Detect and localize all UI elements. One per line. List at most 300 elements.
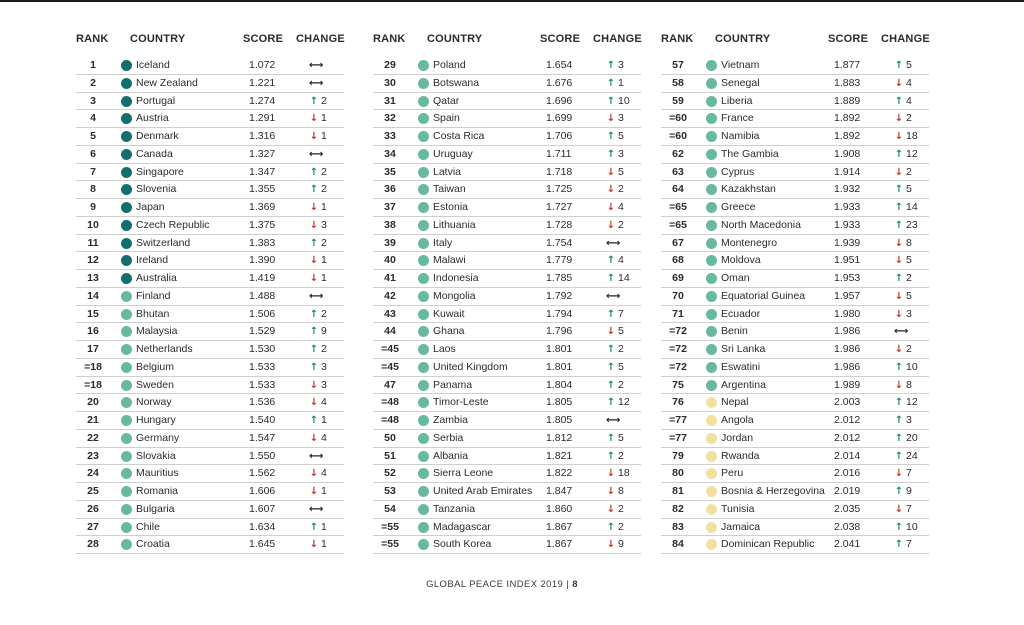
table-row bbox=[373, 448, 641, 466]
change-value: 2 bbox=[321, 343, 327, 355]
country-name: Panama bbox=[433, 378, 473, 391]
table-row bbox=[661, 128, 929, 146]
rank-change bbox=[606, 95, 630, 107]
table-row bbox=[373, 483, 641, 501]
table-row bbox=[373, 146, 641, 164]
arrow-up-icon: ↑ bbox=[309, 326, 319, 338]
peace-level-dot-icon bbox=[121, 522, 132, 533]
table-row bbox=[661, 519, 929, 537]
score-value: 1.550 bbox=[249, 449, 276, 462]
peace-level-dot-icon bbox=[418, 451, 429, 462]
peace-level-dot-icon bbox=[121, 309, 132, 320]
rank-value: 38 bbox=[384, 218, 396, 231]
rank-value: 31 bbox=[384, 94, 396, 107]
table-row bbox=[373, 93, 641, 111]
arrow-down-icon: ↓ bbox=[309, 486, 319, 497]
score-value: 1.986 bbox=[834, 325, 861, 338]
rank-change bbox=[309, 148, 324, 160]
rank-change bbox=[606, 272, 630, 284]
arrow-down-icon: ↓ bbox=[894, 255, 904, 267]
peace-level-dot-icon bbox=[418, 415, 429, 426]
country-name: Denmark bbox=[136, 130, 179, 142]
country-name: Moldova bbox=[721, 254, 761, 267]
header-rank: RANK bbox=[76, 33, 109, 45]
table-row bbox=[373, 519, 641, 537]
rank-change bbox=[309, 219, 327, 231]
rank-change bbox=[894, 59, 912, 71]
country-name: Ireland bbox=[136, 254, 169, 267]
arrow-up-icon: ↑ bbox=[309, 184, 319, 196]
table-row bbox=[661, 430, 929, 448]
country-name: Croatia bbox=[136, 538, 170, 551]
country-name: Australia bbox=[136, 272, 177, 284]
peace-level-dot-icon bbox=[706, 362, 717, 373]
header-change: CHANGE bbox=[593, 33, 642, 45]
score-value: 1.805 bbox=[546, 414, 573, 426]
peace-level-dot-icon bbox=[418, 255, 429, 266]
rank-value: 15 bbox=[87, 307, 99, 320]
peace-level-dot-icon bbox=[418, 504, 429, 515]
rank-change bbox=[894, 272, 912, 284]
table-row bbox=[76, 128, 344, 146]
rank-change bbox=[894, 201, 918, 213]
table-row bbox=[373, 235, 641, 253]
peace-level-dot-icon bbox=[706, 167, 717, 178]
header-score: SCORE bbox=[243, 33, 284, 45]
country-name: Ghana bbox=[433, 325, 465, 338]
arrow-up-icon: ↑ bbox=[894, 415, 904, 426]
footer-title: GLOBAL PEACE INDEX 2019 bbox=[426, 579, 564, 590]
rank-change bbox=[606, 59, 624, 71]
rank-change bbox=[606, 521, 624, 533]
score-value: 1.794 bbox=[546, 307, 573, 320]
rank-change bbox=[309, 272, 327, 284]
change-value: 2 bbox=[321, 165, 327, 178]
score-value: 1.696 bbox=[546, 94, 573, 107]
table-row bbox=[661, 359, 929, 377]
score-value: 1.706 bbox=[546, 130, 573, 142]
peace-level-dot-icon bbox=[121, 113, 132, 124]
change-value: 3 bbox=[906, 414, 912, 426]
table-row bbox=[373, 75, 641, 93]
country-name: Netherlands bbox=[136, 343, 193, 355]
rank-value: 70 bbox=[672, 289, 684, 302]
rank-value: 27 bbox=[87, 520, 99, 533]
peace-level-dot-icon bbox=[121, 504, 132, 515]
rank-value: 40 bbox=[384, 254, 396, 267]
change-value: 5 bbox=[906, 254, 912, 267]
country-name: United Kingdom bbox=[433, 360, 508, 373]
arrow-up-icon: ↑ bbox=[894, 397, 904, 409]
score-value: 1.957 bbox=[834, 289, 861, 302]
arrow-down-icon: ↓ bbox=[309, 273, 319, 284]
rank-change bbox=[894, 77, 912, 89]
rank-change bbox=[309, 325, 327, 337]
country-name: Germany bbox=[136, 431, 180, 444]
change-value: 3 bbox=[321, 378, 327, 391]
table-row bbox=[661, 323, 929, 341]
rank-value: 37 bbox=[384, 201, 396, 213]
rank-value: 32 bbox=[384, 112, 396, 125]
header-rank: RANK bbox=[661, 33, 694, 45]
score-value: 1.540 bbox=[249, 414, 276, 426]
rank-change bbox=[894, 219, 918, 231]
arrow-down-icon: ↓ bbox=[606, 219, 616, 231]
rank-value: 58 bbox=[672, 76, 684, 89]
peace-level-dot-icon bbox=[121, 291, 132, 302]
peace-level-dot-icon bbox=[418, 433, 429, 444]
peace-level-dot-icon bbox=[706, 451, 717, 462]
rank-change bbox=[894, 538, 912, 550]
rank-value: 28 bbox=[87, 538, 99, 551]
rank-change bbox=[894, 503, 912, 515]
rank-value: 63 bbox=[672, 165, 684, 178]
header-change: CHANGE bbox=[881, 33, 930, 45]
peace-level-dot-icon bbox=[706, 380, 717, 391]
table-row bbox=[373, 217, 641, 235]
rank-value: 8 bbox=[90, 183, 96, 196]
rank-value: =55 bbox=[381, 520, 399, 533]
arrow-up-icon: ↑ bbox=[894, 219, 904, 231]
change-value: 12 bbox=[906, 147, 918, 160]
rank-value: 33 bbox=[384, 130, 396, 142]
country-name: Madagascar bbox=[433, 520, 491, 533]
table-row bbox=[76, 536, 344, 554]
country-name: Tanzania bbox=[433, 502, 476, 515]
no-change-icon: ⟷ bbox=[309, 450, 324, 462]
country-name: Switzerland bbox=[136, 236, 191, 249]
rank-value: 81 bbox=[672, 485, 684, 497]
change-value: 10 bbox=[906, 520, 918, 533]
rank-change bbox=[309, 237, 327, 249]
score-value: 1.989 bbox=[834, 378, 861, 391]
country-name: Romania bbox=[136, 485, 179, 497]
change-value: 1 bbox=[321, 520, 327, 533]
rank-change bbox=[606, 414, 621, 426]
rank-change bbox=[894, 343, 912, 355]
table-row bbox=[661, 394, 929, 412]
arrow-down-icon: ↓ bbox=[894, 113, 904, 125]
arrow-up-icon: ↑ bbox=[606, 308, 616, 320]
country-name: Timor-Leste bbox=[433, 396, 489, 409]
change-value: 1 bbox=[321, 485, 327, 497]
score-value: 2.012 bbox=[834, 414, 861, 426]
arrow-up-icon: ↑ bbox=[309, 344, 319, 355]
rank-change bbox=[606, 201, 624, 213]
score-value: 1.908 bbox=[834, 147, 861, 160]
rank-value: 54 bbox=[384, 502, 396, 515]
rank-change bbox=[606, 77, 624, 89]
rank-change bbox=[309, 343, 327, 355]
table-row bbox=[661, 536, 929, 554]
rank-change bbox=[894, 450, 918, 462]
arrow-down-icon: ↓ bbox=[894, 468, 904, 480]
change-value: 1 bbox=[321, 254, 327, 267]
table-row bbox=[661, 377, 929, 395]
country-name: Cyprus bbox=[721, 165, 755, 178]
peace-level-dot-icon bbox=[121, 539, 132, 550]
score-value: 2.014 bbox=[834, 449, 861, 462]
arrow-up-icon: ↑ bbox=[894, 273, 904, 284]
peace-level-dot-icon bbox=[706, 504, 717, 515]
table-row bbox=[76, 465, 344, 483]
arrow-down-icon: ↓ bbox=[894, 77, 904, 89]
score-value: 1.877 bbox=[834, 59, 861, 71]
country-name: Senegal bbox=[721, 76, 760, 89]
arrow-up-icon: ↑ bbox=[606, 131, 616, 142]
score-value: 2.038 bbox=[834, 520, 861, 533]
peace-level-dot-icon bbox=[706, 202, 717, 213]
country-name: Namibia bbox=[721, 130, 760, 142]
peace-level-dot-icon bbox=[418, 309, 429, 320]
change-value: 5 bbox=[618, 130, 624, 142]
table-row bbox=[373, 501, 641, 519]
arrow-down-icon: ↓ bbox=[309, 539, 319, 551]
score-value: 1.889 bbox=[834, 94, 861, 107]
country-name: Vietnam bbox=[721, 59, 760, 71]
rank-value: =48 bbox=[381, 396, 399, 409]
score-value: 1.804 bbox=[546, 378, 573, 391]
rank-value: 12 bbox=[87, 254, 99, 267]
peace-level-dot-icon bbox=[706, 60, 717, 71]
rank-value: 35 bbox=[384, 165, 396, 178]
table-row bbox=[661, 448, 929, 466]
score-value: 2.035 bbox=[834, 502, 861, 515]
country-name: Argentina bbox=[721, 378, 766, 391]
change-value: 2 bbox=[321, 236, 327, 249]
rank-value: 76 bbox=[672, 396, 684, 409]
rank-change bbox=[894, 130, 918, 142]
score-value: 1.867 bbox=[546, 520, 573, 533]
score-value: 1.533 bbox=[249, 378, 276, 391]
country-name: Slovenia bbox=[136, 183, 177, 196]
peace-level-dot-icon bbox=[418, 238, 429, 249]
arrow-up-icon: ↑ bbox=[309, 521, 319, 533]
arrow-up-icon: ↑ bbox=[606, 450, 616, 462]
rank-value: 52 bbox=[384, 467, 396, 480]
rank-change bbox=[606, 308, 624, 320]
peace-level-dot-icon bbox=[418, 184, 429, 195]
rank-change bbox=[606, 130, 624, 142]
table-row bbox=[661, 199, 929, 217]
change-value: 1 bbox=[321, 538, 327, 551]
score-value: 1.355 bbox=[249, 183, 276, 196]
table-row bbox=[373, 394, 641, 412]
rank-change bbox=[894, 414, 912, 426]
rank-value: =60 bbox=[669, 130, 687, 142]
rank-value: 71 bbox=[672, 307, 684, 320]
arrow-down-icon: ↓ bbox=[894, 237, 904, 249]
header-country: COUNTRY bbox=[427, 33, 483, 45]
country-name: Czech Republic bbox=[136, 218, 210, 231]
change-value: 10 bbox=[906, 360, 918, 373]
country-name: Finland bbox=[136, 289, 171, 302]
score-value: 1.645 bbox=[249, 538, 276, 551]
rank-change bbox=[894, 237, 912, 249]
country-name: Oman bbox=[721, 272, 750, 284]
country-name: Peru bbox=[721, 467, 744, 480]
peace-level-dot-icon bbox=[706, 149, 717, 160]
change-value: 12 bbox=[618, 396, 630, 409]
country-name: Mauritius bbox=[136, 467, 179, 480]
change-value: 2 bbox=[618, 502, 624, 515]
score-value: 2.019 bbox=[834, 485, 861, 497]
change-value: 5 bbox=[618, 431, 624, 444]
arrow-up-icon: ↑ bbox=[894, 432, 904, 444]
rank-value: 62 bbox=[672, 147, 684, 160]
score-value: 1.860 bbox=[546, 502, 573, 515]
peace-level-dot-icon bbox=[418, 60, 429, 71]
country-name: Japan bbox=[136, 201, 165, 213]
peace-level-dot-icon bbox=[706, 131, 717, 142]
rank-change bbox=[309, 379, 327, 391]
table-row bbox=[373, 430, 641, 448]
score-value: 1.728 bbox=[546, 218, 573, 231]
rank-value: 83 bbox=[672, 520, 684, 533]
arrow-down-icon: ↓ bbox=[894, 503, 904, 515]
arrow-up-icon: ↑ bbox=[894, 539, 904, 551]
country-name: Bhutan bbox=[136, 307, 170, 320]
peace-level-dot-icon bbox=[418, 220, 429, 231]
table-row bbox=[76, 110, 344, 128]
no-change-icon: ⟷ bbox=[309, 60, 324, 71]
peace-level-dot-icon bbox=[121, 451, 132, 462]
rank-value: =60 bbox=[669, 112, 687, 125]
peace-level-dot-icon bbox=[121, 397, 132, 408]
country-name: Malawi bbox=[433, 254, 466, 267]
score-value: 1.676 bbox=[546, 76, 573, 89]
table-row bbox=[76, 394, 344, 412]
arrow-up-icon: ↑ bbox=[606, 432, 616, 444]
arrow-down-icon: ↓ bbox=[894, 308, 904, 320]
rank-value: =45 bbox=[381, 343, 399, 355]
change-value: 10 bbox=[618, 94, 630, 107]
table-row bbox=[661, 146, 929, 164]
arrow-down-icon: ↓ bbox=[606, 202, 616, 213]
peace-level-dot-icon bbox=[121, 96, 132, 107]
arrow-up-icon: ↑ bbox=[606, 521, 616, 533]
table-row bbox=[373, 288, 641, 306]
country-name: The Gambia bbox=[721, 147, 779, 160]
rank-value: 75 bbox=[672, 378, 684, 391]
change-value: 2 bbox=[321, 307, 327, 320]
peace-level-dot-icon bbox=[121, 149, 132, 160]
change-value: 4 bbox=[906, 76, 912, 89]
peace-level-dot-icon bbox=[706, 415, 717, 426]
country-name: Jamaica bbox=[721, 520, 761, 533]
peace-level-dot-icon bbox=[418, 380, 429, 391]
header-country: COUNTRY bbox=[715, 33, 771, 45]
country-name: Bulgaria bbox=[136, 502, 175, 515]
peace-level-dot-icon bbox=[121, 486, 132, 497]
score-value: 1.914 bbox=[834, 165, 861, 178]
arrow-up-icon: ↑ bbox=[606, 60, 616, 71]
arrow-down-icon: ↓ bbox=[606, 503, 616, 515]
score-value: 1.933 bbox=[834, 201, 861, 213]
table-row bbox=[76, 448, 344, 466]
score-value: 2.016 bbox=[834, 467, 861, 480]
change-value: 2 bbox=[906, 343, 912, 355]
country-name: Malaysia bbox=[136, 325, 178, 338]
peace-level-dot-icon bbox=[121, 202, 132, 213]
change-value: 14 bbox=[618, 272, 630, 284]
no-change-icon: ⟷ bbox=[309, 290, 324, 302]
no-change-icon: ⟷ bbox=[309, 503, 324, 515]
peace-level-dot-icon bbox=[706, 113, 717, 124]
rank-change bbox=[309, 432, 327, 444]
table-row bbox=[373, 412, 641, 430]
arrow-down-icon: ↓ bbox=[309, 379, 319, 391]
table-row bbox=[373, 252, 641, 270]
table-row bbox=[661, 306, 929, 324]
rank-value: 26 bbox=[87, 502, 99, 515]
arrow-up-icon: ↑ bbox=[894, 361, 904, 373]
country-name: Mongolia bbox=[433, 289, 476, 302]
footer-separator: | bbox=[566, 579, 570, 590]
peace-level-dot-icon bbox=[121, 131, 132, 142]
change-value: 2 bbox=[906, 165, 912, 178]
table-row bbox=[373, 57, 641, 75]
rank-change bbox=[309, 361, 327, 373]
rank-change bbox=[606, 343, 624, 355]
score-value: 1.347 bbox=[249, 165, 276, 178]
peace-level-dot-icon bbox=[706, 486, 717, 497]
country-name: Indonesia bbox=[433, 272, 479, 284]
peace-level-dot-icon bbox=[418, 326, 429, 337]
arrow-down-icon: ↓ bbox=[606, 326, 616, 338]
rank-change bbox=[309, 485, 327, 497]
score-value: 1.847 bbox=[546, 485, 573, 497]
country-name: Angola bbox=[721, 414, 754, 426]
rank-change bbox=[309, 201, 327, 213]
table-row bbox=[76, 146, 344, 164]
table-row bbox=[661, 181, 929, 199]
rank-change bbox=[606, 254, 624, 266]
rank-change bbox=[894, 112, 912, 124]
rank-change bbox=[894, 432, 918, 444]
peace-level-dot-icon bbox=[418, 362, 429, 373]
rank-value: 2 bbox=[90, 76, 96, 89]
score-value: 1.718 bbox=[546, 165, 573, 178]
country-name: Chile bbox=[136, 520, 160, 533]
change-value: 5 bbox=[906, 289, 912, 302]
rank-change bbox=[606, 237, 621, 249]
rank-change bbox=[894, 166, 912, 178]
peace-level-dot-icon bbox=[121, 415, 132, 426]
change-value: 2 bbox=[321, 94, 327, 107]
table-row bbox=[661, 57, 929, 75]
change-value: 8 bbox=[618, 485, 624, 497]
peace-level-dot-icon bbox=[706, 433, 717, 444]
score-value: 1.932 bbox=[834, 183, 861, 196]
score-value: 1.562 bbox=[249, 467, 276, 480]
peace-level-dot-icon bbox=[418, 202, 429, 213]
rank-value: 39 bbox=[384, 236, 396, 249]
table-row bbox=[373, 306, 641, 324]
rank-value: 80 bbox=[672, 467, 684, 480]
country-name: Sweden bbox=[136, 378, 174, 391]
change-value: 2 bbox=[906, 112, 912, 125]
peace-level-dot-icon bbox=[418, 131, 429, 142]
country-name: Singapore bbox=[136, 165, 184, 178]
rank-change bbox=[309, 414, 327, 426]
peace-level-dot-icon bbox=[121, 255, 132, 266]
rank-change bbox=[606, 379, 624, 391]
score-value: 1.506 bbox=[249, 307, 276, 320]
score-value: 1.986 bbox=[834, 360, 861, 373]
peace-level-dot-icon bbox=[706, 326, 717, 337]
table-row bbox=[76, 252, 344, 270]
